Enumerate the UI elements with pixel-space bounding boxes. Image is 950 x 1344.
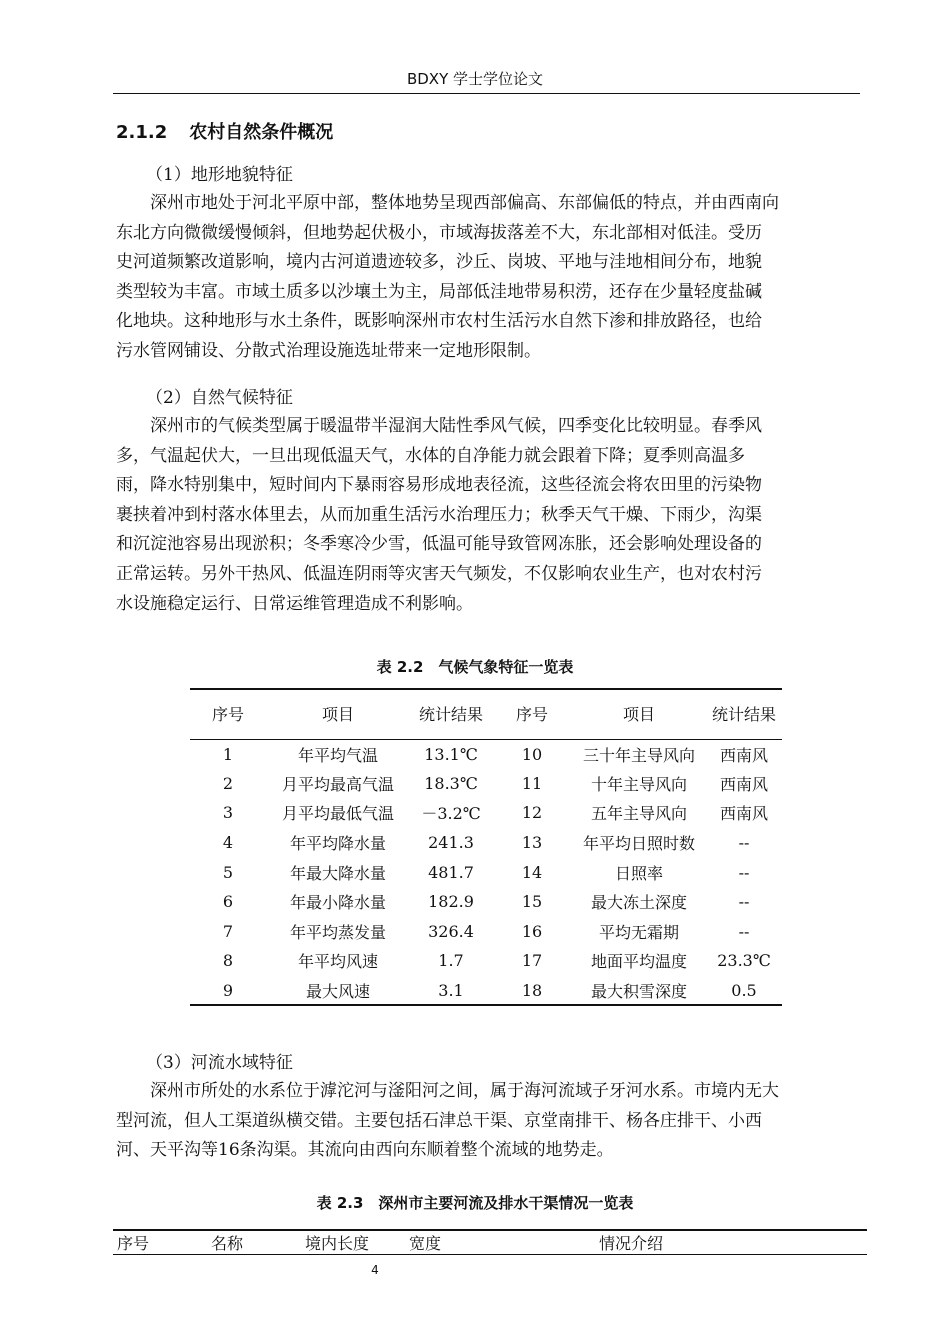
table-row [190,917,782,947]
column-header: 序号 [113,1230,209,1255]
table-cell: -- [738,862,750,882]
table-cell: 18 [492,976,572,1006]
column-header: 统计结果 [410,689,492,739]
table-cell: 地面平均温度 [590,952,687,972]
table-cell: 481.7 [428,862,474,882]
table-header-row [113,1230,867,1255]
table-cell: 西南风 [719,804,768,824]
text-line: 化地块。这种地形与水土条件，既影响深州市农村生活污水自然下渗和排放路径，也给 [116,311,762,332]
table-cell: 23.3℃ [717,951,771,971]
table-cell: 年平均气温 [297,745,378,765]
text-line: 和沉淀池容易出现淤积；冬季寒冷少雪，低温可能导致管网冻胀，还会影响处理设备的 [116,534,762,555]
table-cell: 最大积雪深度 [572,976,706,1006]
table-cell: 3 [222,803,234,823]
table-cell: 15 [521,892,543,912]
text-line: 多，气温起伏大，一旦出现低温天气，水体的自净能力就会跟着下降；夏季则高温多 [116,445,745,466]
subheading-terrain: （1）地形地貌特征 [146,165,293,185]
table-cell: 8 [222,951,234,971]
table-caption-climate: 表 2.2 气候气象特征一览表 [376,658,574,676]
text-line: 水设施稳定运行、日常运维管理造成不利影响。 [116,593,473,614]
text-line: 深州市的气候类型属于暖温带半湿润大陆性季风气候，四季变化比较明显。春季风 [150,416,762,436]
text-line: 河、天平沟等16条沟渠。其流向由西向东顺着整个流域的地势走。 [116,1140,614,1161]
table-cell: -- [738,892,750,912]
column-header: 项目 [572,689,706,739]
column-header: 宽度 [405,1230,515,1255]
table-row [190,798,782,828]
text-line: 裹挟着冲到村落水体里去，从而加重生活污水治理压力；秋季天气干燥、下雨少，沟渠 [116,504,762,525]
table-cell: 年最大降水量 [289,863,386,883]
text-line: 污水管网铺设、分散式治理设施选址带来一定地形限制。 [116,340,541,361]
table-cell: 最大冻土深度 [590,893,687,913]
table-cell: 12 [521,803,543,823]
table-cell: 1 [222,744,234,764]
column-header: 序号 [190,689,266,739]
table-cell: 3.1 [410,976,492,1006]
table-cell: 13.1℃ [424,744,478,764]
table-cell: 西南风 [719,774,768,794]
table-row [190,828,782,858]
text-line: 类型较为丰富。市域土质多以沙壤土为主，局部低洼地带易积涝，还存在少量轻度盐碱 [116,281,762,302]
table-cell: 14 [521,862,543,882]
table-row [190,739,782,769]
table-cell: 6 [222,892,234,912]
rivers-table [113,1229,867,1255]
table-cell: 年最小降水量 [289,893,386,913]
table-cell: 0.5 [706,976,782,1006]
table-cell: 年平均降水量 [289,834,386,854]
table-cell: 十年主导风向 [590,774,687,794]
table-cell: 7 [222,921,234,941]
table-cell: 日照率 [614,863,663,883]
table-cell: 平均无霜期 [598,922,679,942]
table-row [190,887,782,917]
table-header-row [190,689,782,739]
table-cell: 326.4 [428,921,474,941]
section-heading [116,118,333,144]
table-cell: 1.7 [438,951,464,971]
table-cell: 241.3 [428,833,474,853]
section-title: 农村自然条件概况 [189,122,334,143]
table-cell: -- [738,921,750,941]
table-row [190,976,782,1006]
paragraph-rivers [116,1077,860,1166]
text-line: 史河道频繁改道影响，境内古河道遗迹较多，沙丘、岗坡、平地与洼地相间分布，地貌 [116,252,762,273]
table-cell: 月平均最高气温 [281,774,394,794]
column-header: 情况介绍 [515,1230,867,1255]
table-cell: 13 [521,833,543,853]
page-number: 4 [371,1263,379,1277]
climate-table [190,688,782,1006]
running-header: BDXY 学士学位论文 [406,70,544,88]
paragraph-terrain [116,189,860,367]
table-cell: 最大风速 [266,976,410,1006]
table-row [190,857,782,887]
table-cell: 16 [521,921,543,941]
table-cell: 年平均风速 [297,952,378,972]
table-cell: 2 [222,773,234,793]
header-rule [113,93,860,94]
table-cell: 月平均最低气温 [281,804,394,824]
column-header: 项目 [266,689,410,739]
column-header: 名称 [209,1230,305,1255]
paragraph-climate [116,412,860,619]
table-row [190,946,782,976]
table-caption-rivers: 表 2.3 深州市主要河流及排水干渠情况一览表 [316,1194,634,1212]
table-cell: 西南风 [719,745,768,765]
text-line: 雨，降水特别集中，短时间内下暴雨容易形成地表径流，这些径流会将农田里的污染物 [116,475,762,496]
table-cell: 年平均日照时数 [582,834,695,854]
table-cell: 年平均蒸发量 [289,922,386,942]
table-cell: 182.9 [428,892,474,912]
table-cell: 17 [521,951,543,971]
table-row [190,769,782,799]
section-number: 2.1.2 [116,122,168,143]
text-line: 深州市地处于河北平原中部，整体地势呈现西部偏高、东部偏低的特点，并由西南向 [150,193,779,213]
text-line: 东北方向微微缓慢倾斜，但地势起伏极小，市域海拔落差不大，东北部相对低洼。受历 [116,222,762,243]
table-cell: 11 [521,773,543,793]
subheading-rivers: （3）河流水域特征 [146,1053,293,1073]
climate-table-body [190,739,782,1005]
table-cell: 4 [222,833,234,853]
column-header: 统计结果 [706,689,782,739]
table-cell: 18.3℃ [424,773,478,793]
text-line: 深州市所处的水系位于滹沱河与滏阳河之间，属于海河流域子牙河水系。市境内无大 [150,1081,779,1101]
subheading-climate: （2）自然气候特征 [146,388,293,408]
table-cell: 10 [521,744,543,764]
table-cell: 5 [222,862,234,882]
text-line: 正常运转。另外干热风、低温连阴雨等灾害天气频发，不仅影响农业生产，也对农村污 [116,563,762,584]
table-cell: 三十年主导风向 [582,745,695,765]
table-cell: －3.2℃ [421,804,481,824]
column-header: 序号 [492,689,572,739]
column-header: 境内长度 [305,1230,405,1255]
table-cell: -- [738,833,750,853]
text-line: 型河流，但人工渠道纵横交错。主要包括石津总干渠、京堂南排干、杨各庄排干、小西 [116,1110,762,1131]
table-cell: 五年主导风向 [590,804,687,824]
table-cell: 9 [190,976,266,1006]
